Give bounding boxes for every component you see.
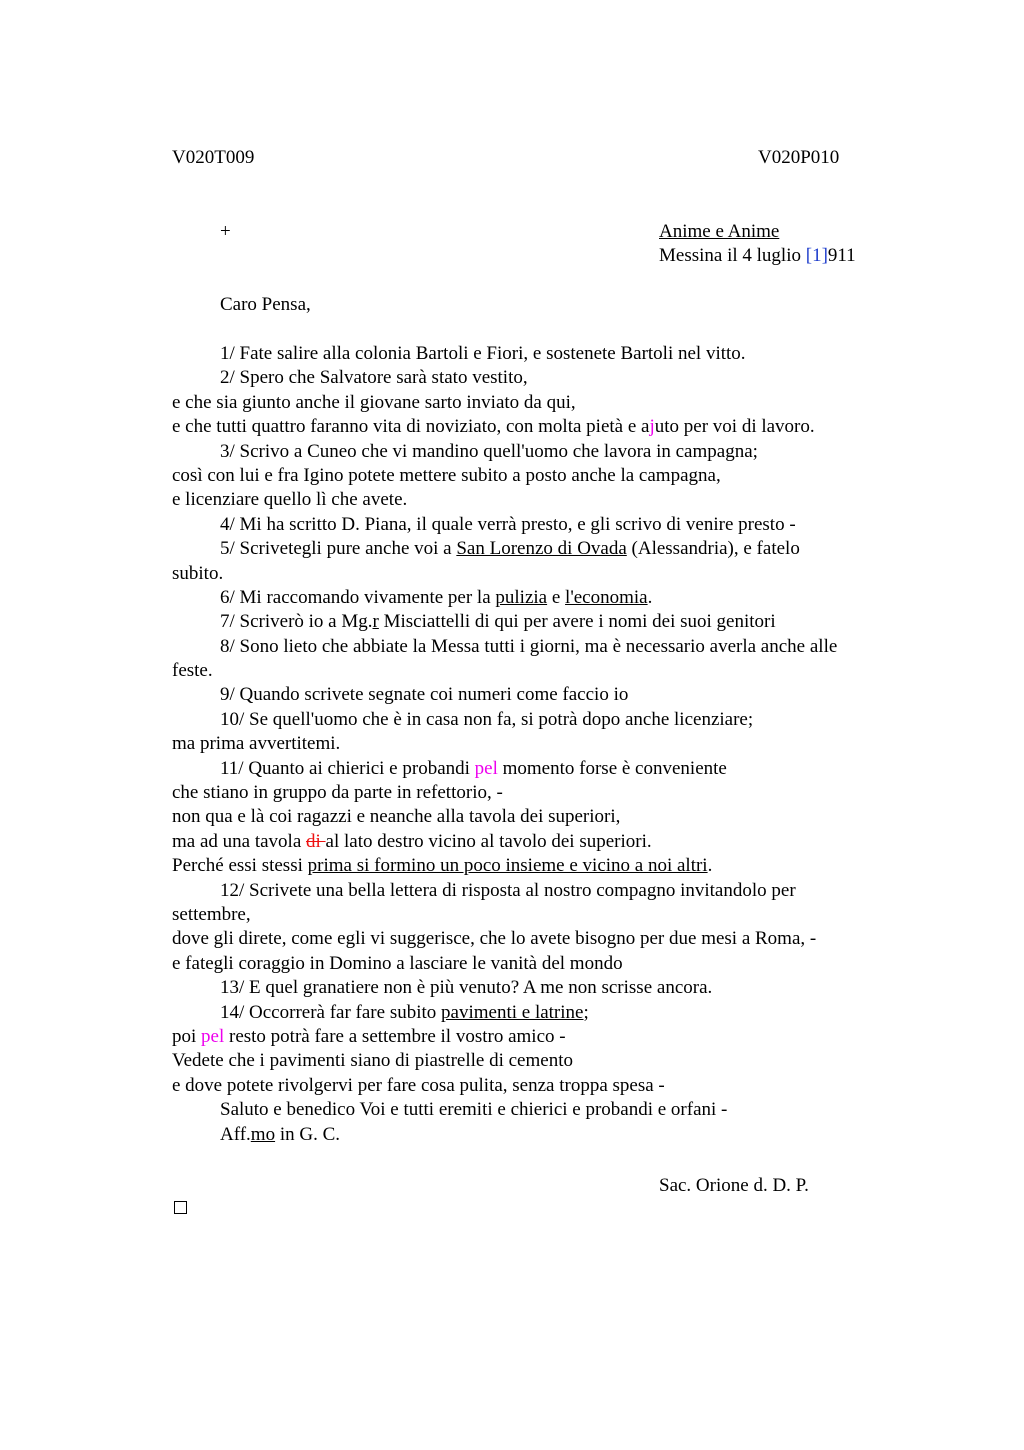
underlined-text: r (372, 611, 379, 633)
cross-mark: + (220, 221, 231, 242)
text-span: resto potrà fare a settembre il vostro amico - (224, 1025, 566, 1047)
body-line (172, 830, 902, 854)
body-line: 9/ Quando scrivete segnate coi numeri come faccio io (220, 684, 629, 706)
body-line: 12/ Scrivete una bella lettera di risposta al nostro compagno invitandolo per (220, 879, 796, 901)
body-line: non qua e là coi ragazzi e neanche alla tavola dei superiori, (172, 806, 621, 828)
text-span: 6/ Mi raccomando vivamente per la (220, 586, 496, 608)
dateline-year: 911 (827, 245, 856, 267)
body-line: così con lui e fra Igino potete mettere subito a posto anche la campagna, (172, 464, 721, 486)
text-span: 5/ Scrivetegli pure anche voi a (220, 538, 457, 560)
text-span: 14/ Occorrerà far fare subito (220, 1001, 442, 1023)
text-span: Aff. (220, 1123, 251, 1145)
body-line: Saluto e benedico Voi e tutti eremiti e chierici e probandi e orfani - (220, 1099, 728, 1121)
text-span: . (647, 586, 653, 608)
text-span: 7/ Scriverò io a Mg. (220, 611, 373, 633)
editorial-bracket-open: [ (805, 245, 813, 267)
underlined-text: pavimenti e latrine (441, 1001, 584, 1023)
text-span: al lato destro vicino al tavolo dei superiori. (325, 830, 652, 852)
body-line (172, 1025, 902, 1049)
body-line: feste. (172, 660, 213, 682)
end-box-icon (174, 1201, 187, 1214)
body-line: 4/ Mi ha scritto D. Piana, il quale verrà presto, e gli scrivo di venire presto - (220, 513, 796, 535)
body-line: 8/ Sono lieto che abbiate la Messa tutti i giorni, ma è necessario averla anche alle (220, 635, 838, 657)
dateline-text: Messina il 4 luglio (659, 245, 806, 267)
text-span: e che tutti quattro faranno vita di noviziato, con molta pietà e a (172, 416, 650, 438)
letter-body (172, 342, 902, 1147)
body-line (172, 757, 902, 781)
body-line: Vedete che i pavimenti siano di piastrelle di cemento (172, 1050, 573, 1072)
body-line: 2/ Spero che Salvatore sarà stato vestito, (220, 367, 528, 389)
underlined-text: pulizia (495, 586, 548, 608)
body-line: 10/ Se quell'uomo che è in casa non fa, si potrà dopo anche licenziare; (220, 708, 754, 730)
body-line: 1/ Fate salire alla colonia Bartoli e Fiori, e sostenete Bartoli nel vitto. (220, 343, 746, 364)
inserted-text: j (649, 416, 655, 438)
text-span: poi (172, 1025, 202, 1047)
text-span: momento forse è conveniente (497, 757, 727, 779)
body-line: 13/ E quel granatiere non è più venuto? A me non scrisse ancora. (220, 977, 713, 999)
text-span: (Alessandria), e fatelo (626, 538, 800, 560)
inserted-text: pel (201, 1025, 225, 1047)
text-span: ma ad una tavola (172, 830, 307, 852)
closing-line (172, 1123, 902, 1147)
body-line: ma prima avvertitemi. (172, 733, 341, 755)
dateline (659, 244, 856, 268)
letter-heading (659, 220, 856, 269)
body-line: e licenziare quello lì che avete. (172, 489, 408, 511)
underlined-text: mo (250, 1123, 276, 1145)
body-line (172, 1001, 902, 1025)
body-line: settembre, (172, 903, 251, 925)
text-span: in G. C. (275, 1123, 341, 1145)
text-span: Perché essi stessi (172, 855, 308, 877)
editorial-digit: 1 (812, 245, 822, 267)
body-line: e che sia giunto anche il giovane sarto inviato da qui, (172, 391, 576, 413)
body-line (172, 537, 902, 561)
motto: Anime e Anime (659, 221, 780, 242)
underlined-text: prima si formino un poco insieme e vicino a noi altri (307, 855, 708, 877)
body-line: che stiano in gruppo da parte in refettorio, - (172, 782, 503, 804)
underlined-text: l'economia (565, 586, 648, 608)
text-span: e (547, 586, 566, 608)
salutation: Caro Pensa, (220, 294, 311, 315)
deleted-text: di (306, 830, 326, 852)
editorial-bracket-close: ] (821, 245, 828, 267)
inserted-text: pel (474, 757, 498, 779)
body-line (172, 854, 902, 878)
body-line: dove gli direte, come egli vi suggerisce, che lo avete bisogno per due mesi a Roma, - (172, 928, 817, 950)
body-line (172, 415, 902, 439)
text-span: 11/ Quanto ai chierici e probandi (220, 757, 475, 779)
underlined-text: San Lorenzo di Ovada (456, 538, 627, 560)
document-code-left: V020T009 (172, 147, 255, 168)
body-line: e fategli coraggio in Domino a lasciare le vanità del mondo (172, 952, 623, 974)
text-span: ; (583, 1001, 589, 1023)
text-span: Misciattelli di qui per avere i nomi dei suoi genitori (378, 611, 776, 633)
text-span: . (707, 855, 713, 877)
body-line (172, 586, 902, 610)
document-code-right: V020P010 (758, 147, 840, 168)
body-line: e dove potete rivolgervi per fare cosa pulita, senza troppa spesa - (172, 1074, 665, 1096)
body-line: subito. (172, 562, 224, 584)
text-span: uto per voi di lavoro. (654, 416, 815, 438)
signature: Sac. Orione d. D. P. (659, 1175, 809, 1196)
body-line: 3/ Scrivo a Cuneo che vi mandino quell'uomo che lavora in campagna; (220, 440, 758, 462)
body-line (172, 610, 902, 634)
